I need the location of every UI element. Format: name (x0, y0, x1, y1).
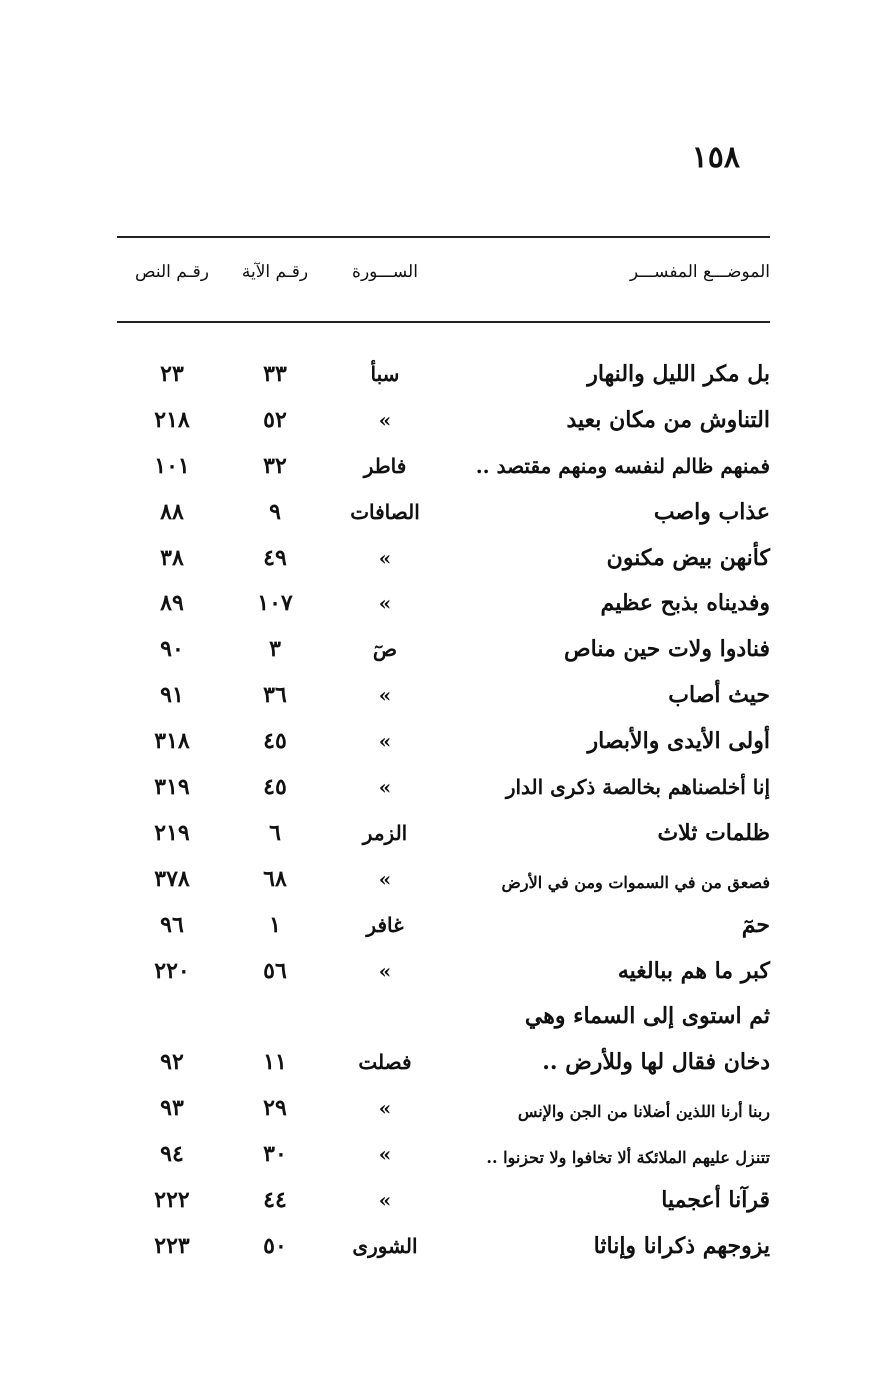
row-surah: » (378, 1142, 392, 1167)
row-ayah: ١١ (263, 1049, 287, 1076)
row-text-number: ٣٧٨ (154, 865, 190, 892)
row-surah: » (378, 775, 392, 800)
table-row (117, 1181, 770, 1227)
table-row (117, 997, 770, 1043)
row-surah: الصافات (350, 499, 420, 524)
row-surah: » (378, 683, 392, 708)
page-number: ١٥٨ (691, 140, 740, 175)
row-text-number: ٣١٩ (154, 774, 190, 801)
header-phrase: الموضـــع المفســـر (629, 262, 770, 282)
row-surah: » (378, 1188, 392, 1213)
index-table-body (117, 355, 770, 1273)
table-row (117, 722, 770, 768)
row-text-number: ٣٨ (160, 544, 184, 571)
row-surah: فاطر (363, 453, 407, 478)
row-ayah: ٣٦ (263, 682, 287, 709)
row-surah: » (378, 591, 392, 616)
table-row (117, 1089, 770, 1135)
row-text-number: ٩٠ (160, 636, 184, 663)
table-row (117, 584, 770, 630)
header-surah: الســـورة (352, 262, 418, 282)
table-row (117, 355, 770, 401)
row-text-number: ٨٨ (160, 498, 184, 525)
row-phrase: إنا أخلصناهم بخالصة ذكرى الدار (505, 775, 770, 800)
row-ayah: ٣٢ (263, 452, 287, 479)
row-phrase: أولى الأيدى والأبصار (587, 728, 770, 755)
table-row (117, 906, 770, 952)
row-phrase: فنادوا ولات حين مناص (564, 636, 770, 663)
row-ayah: ٥٢ (263, 406, 287, 433)
row-phrase: ربنا أرنا اللذين أضلانا من الجن والإنس (517, 1102, 770, 1122)
row-phrase: يزوجهم ذكرانا وإناثا (593, 1232, 770, 1259)
row-phrase: كأنهن بيض مكنون (606, 544, 770, 571)
row-text-number: ٩٦ (160, 911, 184, 938)
row-text-number: ٢٢٠ (154, 957, 190, 984)
row-surah: » (378, 407, 392, 432)
row-surah: الشورى (352, 1233, 418, 1258)
row-phrase: حيث أصاب (668, 682, 770, 709)
row-ayah: ٣٣ (263, 361, 287, 387)
row-ayah: ٩ (269, 498, 281, 525)
table-row (117, 1043, 770, 1089)
table-row (117, 814, 770, 860)
row-ayah: ٦ (269, 819, 281, 846)
row-ayah: ٤٥ (263, 728, 287, 755)
row-surah: صٓ (372, 637, 398, 662)
row-ayah: ٣ (269, 636, 281, 663)
row-phrase: حمٓ (741, 911, 770, 938)
header-bottom-rule (117, 321, 770, 323)
table-row (117, 630, 770, 676)
row-surah: غافر (366, 912, 404, 937)
row-ayah: ١٠٧ (257, 590, 293, 617)
row-phrase: دخان فقال لها وللأرض .. (542, 1049, 770, 1076)
row-phrase: فصعق من في السموات ومن في الأرض (501, 872, 770, 892)
table-row (117, 1135, 770, 1181)
row-ayah: ٤٤ (263, 1187, 287, 1214)
row-phrase: تتنزل عليهم الملائكة ألا تخافوا ولا تحزنوا .. (486, 1148, 770, 1168)
table-row (117, 539, 770, 585)
row-text-number: ٢٢٣ (154, 1232, 190, 1259)
row-phrase: فمنهم ظالم لنفسه ومنهم مقتصد .. (475, 453, 770, 478)
table-row (117, 860, 770, 906)
row-phrase: ظلمات ثلاث (657, 819, 770, 846)
row-text-number: ٨٩ (160, 590, 184, 617)
table-row (117, 493, 770, 539)
table-row (117, 676, 770, 722)
row-text-number: ٩٤ (160, 1141, 184, 1168)
row-ayah: ١ (269, 911, 281, 938)
header-ayah: رقـم الآية (241, 262, 309, 282)
row-ayah: ٣٠ (263, 1141, 287, 1168)
row-ayah: ٤٥ (263, 774, 287, 801)
row-phrase: ثم استوى إلى السماء وهي (524, 1003, 770, 1030)
header-text-number: رقـم النص (135, 262, 209, 282)
row-text-number: ٣١٨ (154, 728, 190, 755)
row-text-number: ٩١ (160, 682, 184, 709)
row-text-number: ٢١٩ (154, 819, 190, 846)
table-row (117, 768, 770, 814)
row-ayah: ٢٩ (263, 1095, 287, 1122)
row-text-number: ١٠١ (154, 452, 190, 479)
row-ayah: ٤٩ (263, 544, 287, 571)
row-ayah: ٦٨ (263, 865, 287, 892)
row-text-number: ٢١٨ (154, 406, 190, 433)
table-row (117, 447, 770, 493)
row-text-number: ٩٢ (160, 1049, 184, 1076)
row-text-number: ٢٣ (160, 361, 184, 387)
row-surah: » (378, 545, 392, 570)
row-phrase: عذاب واصب (653, 498, 770, 525)
row-ayah: ٥٠ (263, 1232, 287, 1259)
row-surah: » (378, 729, 392, 754)
table-row (117, 952, 770, 998)
row-text-number: ٩٣ (160, 1095, 184, 1122)
table-row (117, 401, 770, 447)
row-phrase: وفديناه بذبح عظيم (600, 590, 770, 617)
row-phrase: بل مكر الليل والنهار (587, 361, 770, 387)
row-text-number: ٢٢٢ (154, 1187, 190, 1214)
row-phrase: كبر ما هم ببالغيه (617, 957, 770, 984)
row-surah: الزمر (362, 820, 408, 845)
row-surah: » (378, 958, 392, 983)
row-surah: » (378, 1096, 392, 1121)
row-ayah: ٥٦ (263, 957, 287, 984)
row-surah: سبأ (370, 362, 400, 386)
row-phrase: التناوش من مكان بعيد (566, 406, 770, 433)
row-phrase: قرآنا أعجميا (661, 1187, 770, 1214)
table-header (117, 256, 770, 296)
row-surah: » (378, 866, 392, 891)
top-rule (117, 236, 770, 238)
table-row (117, 1227, 770, 1273)
row-surah: فصلت (358, 1050, 412, 1075)
